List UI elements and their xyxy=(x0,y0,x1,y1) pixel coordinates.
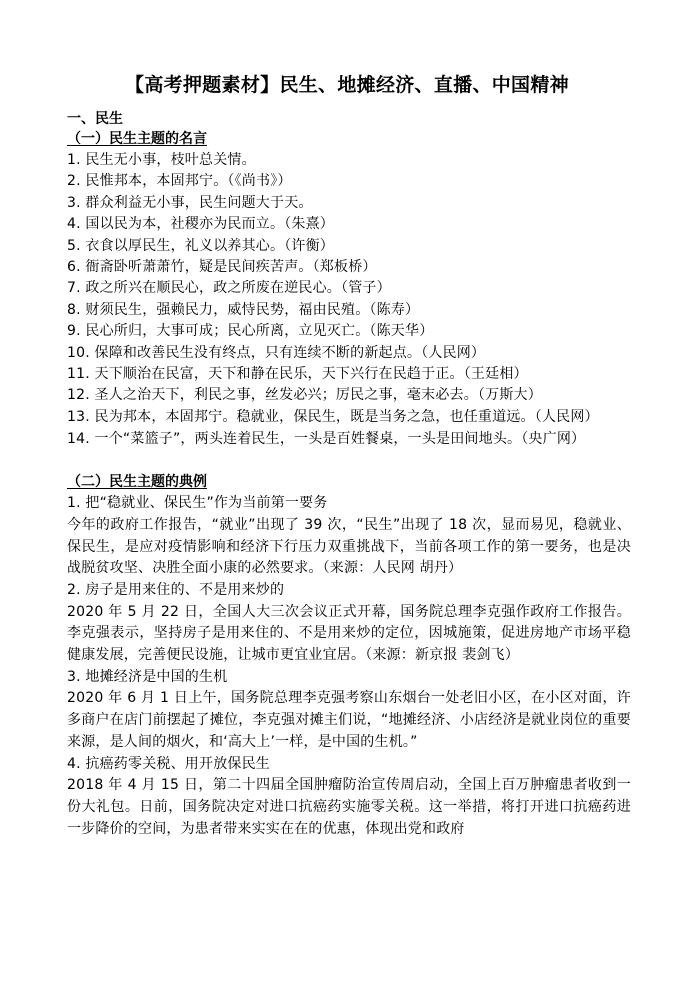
quote-item: 7. 政之所兴在顺民心，政之所废在逆民心。（管子） xyxy=(67,280,391,297)
example-title: 2. 房子是用来住的、不是用来炒的 xyxy=(67,582,285,599)
example-title: 1. 把“稳就业、保民生”作为当前第一要务 xyxy=(67,495,328,512)
document-page xyxy=(67,70,631,841)
example-body: 2018 年 4 月 15 日，第二十四届全国肿瘤防治宣传周启动，全国上百万肿瘤患者收到一份大礼包。日前，国务院决定对进口抗癌药实施零关税。这一举措，将打开进口抗癌药进一步降价的空间，为患者带来实实在在的优惠，体现出党和政府 xyxy=(67,777,631,837)
quote-item: 14. 一个“菜篮子”，两头连着民生，一头是百姓餐桌，一头是田间地头。（央广网） xyxy=(67,430,586,447)
document-title: 【高考押题素材】民生、地摊经济、直播、中国精神 xyxy=(125,74,569,96)
example-title: 4. 抗癌药零关税、用开放保民生 xyxy=(67,755,271,772)
quote-item: 3. 群众利益无小事，民生问题大于天。 xyxy=(67,194,313,211)
quote-item: 10. 保障和改善民生没有终点，只有连续不断的新起点。（人民网） xyxy=(67,344,486,361)
section-heading-livelihood: 一、民生 xyxy=(67,111,123,127)
quote-item: 6. 衙斋卧听萧萧竹，疑是民间疾苦声。（郑板桥） xyxy=(67,259,377,276)
quote-item: 13. 民为邦本，本固邦宁。稳就业，保民生，既是当务之急，也任重道远。（人民网） xyxy=(67,408,599,425)
example-body: 2020 年 6 月 1 日上午，国务院总理李克强考察山东烟台一处老旧小区，在小区对面，许多商户在店门前摆起了摊位，李克强对摊主们说，“地摊经济、小店经济是就业岗位的重要来源，是人间的烟火，和‘高大上’一样，是中国的生机。” xyxy=(67,690,631,751)
example-list xyxy=(67,493,631,840)
subsection-heading-examples: （二）民生主题的典例 xyxy=(67,474,207,491)
quote-item: 4. 国以民为本，社稷亦为民而立。（朱熹） xyxy=(67,216,335,233)
blank-line xyxy=(67,450,631,472)
example-body: 2020 年 5 月 22 日，全国人大三次会议正式开幕，国务院总理李克强作政府工作报告。李克强表示，坚持房子是用来住的、不是用来炒的定位，因城施策，促进房地产市场平稳健康发展，完善便民设施，让城市更宜业宜居。（来源：新京报 裴剑飞） xyxy=(67,603,631,664)
quote-item: 2. 民惟邦本，本固邦宁。（《尚书》） xyxy=(67,173,292,190)
quote-item: 12. 圣人之治天下，利民之事，丝发必兴；厉民之事，毫末必去。（万斯大） xyxy=(67,387,542,404)
quote-list xyxy=(67,150,631,450)
quote-item: 11. 天下顺治在民富，天下和静在民乐，天下兴行在民趋于正。（王廷相） xyxy=(67,366,528,383)
quote-item: 9. 民心所归，大事可成；民心所离，立见灭亡。（陈天华） xyxy=(67,323,434,340)
subsection-heading-quotes: （一）民生主题的名言 xyxy=(67,131,207,147)
quote-item: 8. 财须民生，强赖民力，威恃民势，福由民殖。（陈寿） xyxy=(67,301,420,318)
quote-item: 1. 民生无小事，枝叶总关情。 xyxy=(67,152,256,168)
example-body: 今年的政府工作报告，“就业”出现了 39 次，“民生”出现了 18 次，显而易见，稳就业、保民生，是应对疫情影响和经济下行压力双重挑战下，当前各项工作的第一要务，也是决战脱贫攻坚、决胜全面小康的必然要求。（来源：人民网 胡丹） xyxy=(67,516,631,577)
example-title: 3. 地摊经济是中国的生机 xyxy=(67,669,228,686)
quote-item: 5. 衣食以厚民生，礼义以养其心。（许衡） xyxy=(67,237,335,254)
